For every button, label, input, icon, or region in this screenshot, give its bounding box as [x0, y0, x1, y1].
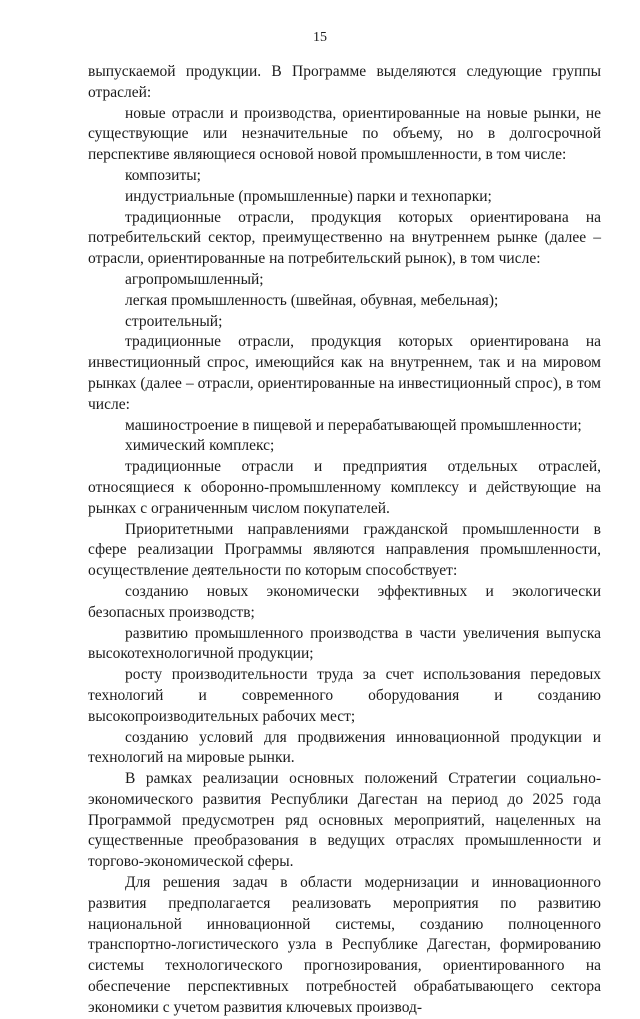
paragraph: машиностроение в пищевой и перерабатывающей промышленности;	[125, 416, 582, 434]
paragraph: Для решения задач в области модернизации и инновационного развития предполагается реализовать мероприятия по развитию национальной инновационной системы, созданию полноценного транспортно-логистического узла в Республике Дагестан, формированию системы технологического прогнозирования, ориентированного на обеспечение перспективных потребностей обрабатывающего сектора экономики с учетом развития ключевых производ-	[88, 874, 601, 1016]
paragraph: традиционные отрасли и предприятия отдельных отраслей, относящиеся к оборонно-промышленному комплексу и действующие на рынках с ограниченным числом покупателей.	[88, 458, 601, 517]
paragraph: В рамках реализации основных положений Стратегии социально-экономического развития Республики Дагестан на период до 2025 года Программой предусмотрен ряд основных мероприятий, нацеленных на существенные преобразования в ведущих отраслях промышленности и торгово-экономической сферы.	[88, 770, 601, 871]
paragraph: традиционные отрасли, продукция которых ориентирована на потребительский сектор, преимущественно на внутреннем рынке (далее – отрасли, ориентированные на потребительский рынок), в том числе:	[88, 208, 601, 268]
paragraph: созданию новых экономически эффективных и экологически безопасных производств;	[88, 582, 601, 621]
paragraph: Приоритетными направлениями гражданской промышленности в сфере реализации Программы являются направления промышленности, осуществление деятельности по которым способствует:	[88, 520, 601, 580]
paragraph: развитию промышленного производства в части увеличения выпуска высокотехнологичной продукции;	[88, 624, 601, 663]
page-number: 15	[313, 30, 327, 45]
paragraph: традиционные отрасли, продукция которых ориентирована на инвестиционный спрос, имеющийся как на внутреннем, так и на мировом рынках (далее – отрасли, ориентированные на инвестиционный спрос), в том числе:	[88, 333, 601, 413]
paragraph: новые отрасли и производства, ориентированные на новые рынки, не существующие или незначительные по объему, но в долгосрочной перспективе являющиеся основой новой промышленности, в том числе:	[88, 104, 601, 164]
paragraph: индустриальные (промышленные) парки и технопарки;	[125, 187, 492, 205]
paragraph: созданию условий для продвижения инновационной продукции и технологий на мировые рынки.	[88, 728, 601, 767]
paragraph: химический комплекс;	[125, 437, 275, 455]
paragraph: легкая промышленность (швейная, обувная, мебельная);	[125, 291, 499, 309]
paragraph: строительный;	[125, 312, 223, 330]
paragraph: композиты;	[125, 166, 201, 184]
document-body	[88, 62, 601, 1019]
paragraph: росту производительности труда за счет использования передовых технологий и современного оборудования и созданию высокопроизводительных рабочих мест;	[88, 666, 601, 725]
paragraph: выпускаемой продукции. В Программе выделяются следующие группы отраслей:	[88, 63, 601, 101]
paragraph: агропромышленный;	[125, 270, 264, 288]
